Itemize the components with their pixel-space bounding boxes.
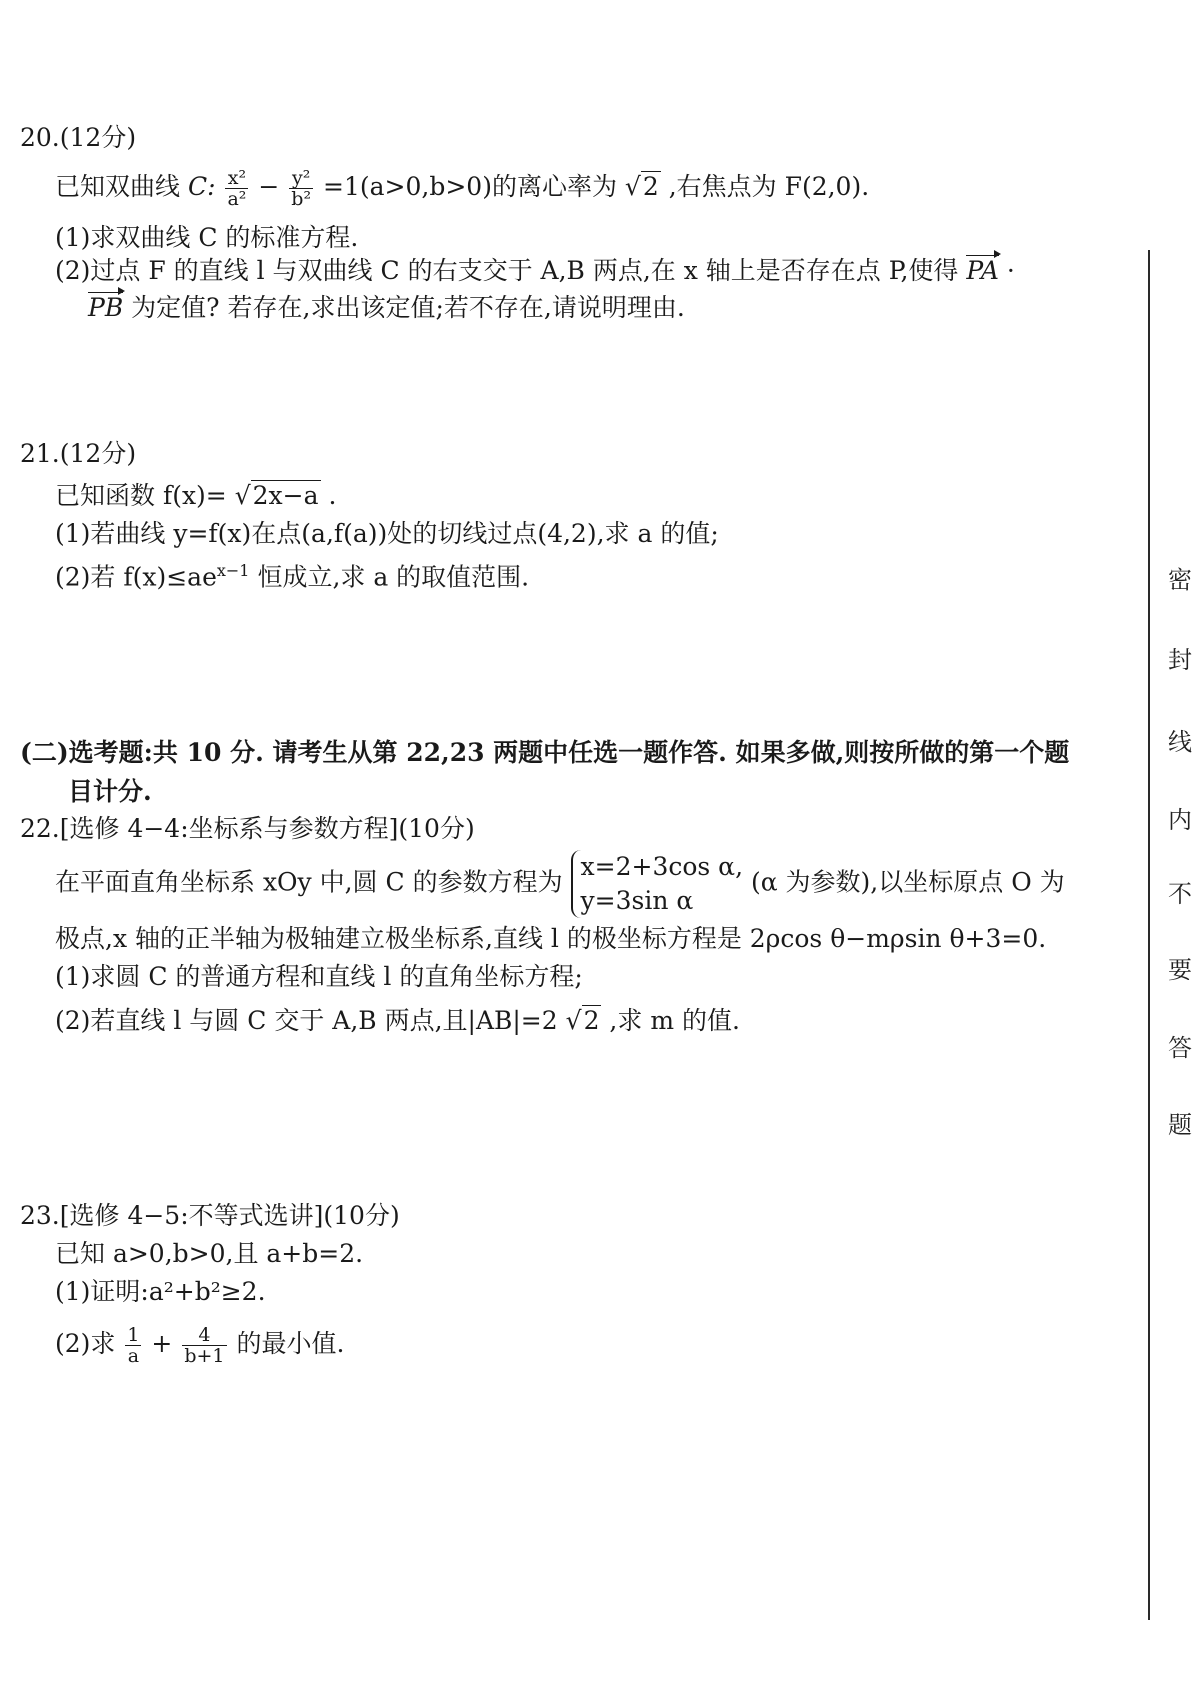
q23-header: 23.[选修 4−5:不等式选讲](10分) — [20, 1201, 400, 1230]
q20-frac-x — [225, 168, 248, 209]
q22-sqrt: √2 — [565, 1006, 600, 1035]
q23-part1: (1)证明:a²+b²≥2. — [55, 1277, 266, 1306]
seal-char-3: 线 — [1168, 728, 1192, 756]
q22-part1: (1)求圆 C 的普通方程和直线 l 的直角坐标方程; — [55, 962, 583, 991]
q22-intro-a: 在平面直角坐标系 xOy 中,圆 C 的参数方程为 — [55, 867, 563, 897]
q22-intro — [55, 850, 1065, 918]
q20-intro — [55, 168, 869, 209]
q21-header: 21.(12分) — [20, 439, 137, 468]
q20-curve-name: C: — [187, 172, 216, 201]
q20-part1: (1)求双曲线 C 的标准方程. — [55, 223, 359, 252]
q20-frac-y — [289, 168, 313, 209]
q23-part2 — [55, 1325, 344, 1366]
q20-frac-x-den: a² — [227, 188, 247, 210]
q22-part2-b: ,求 m 的值. — [609, 1006, 740, 1035]
q21-sqrt-body: 2x−a — [252, 481, 319, 510]
q23-frac2-num: 4 — [182, 1325, 226, 1346]
seal-char-4: 内 — [1168, 806, 1192, 834]
q22-sys-eq1: x=2+3cos α, — [580, 852, 744, 881]
section2-line2: 目计分. — [68, 777, 152, 806]
q20-part2-line2 — [88, 292, 685, 324]
seal-char-8: 题 — [1168, 1111, 1192, 1139]
q23-frac2-den: b+1 — [184, 1345, 225, 1367]
q23-frac-1-over-a — [125, 1325, 141, 1366]
q20-vec-pb: PB — [88, 293, 124, 322]
q23-intro: 已知 a>0,b>0,且 a+b=2. — [55, 1239, 364, 1268]
q20-minus: − — [258, 172, 280, 201]
q21-intro-a: 已知函数 f(x)= — [55, 481, 227, 510]
q22-part2-a: (2)若直线 l 与圆 C 交于 A,B 两点,且|AB|=2 — [55, 1006, 558, 1035]
q22-header: 22.[选修 4−4:坐标系与参数方程](10分) — [20, 814, 475, 843]
q20-sqrt-body: 2 — [642, 172, 659, 201]
q23-frac-4-over-b1 — [182, 1325, 226, 1366]
q22-param-system — [571, 850, 743, 918]
q21-part2-exponent: x−1 — [216, 561, 250, 580]
q23-frac1-num: 1 — [127, 1324, 140, 1346]
q21-part2-a: (2)若 f(x)≤ae — [55, 562, 217, 592]
seal-char-6: 要 — [1168, 956, 1192, 984]
section2-line1: (二)选考题:共 10 分. 请考生从第 22,23 两题中任选一题作答. 如果多做,则按所做的第一个题 — [20, 738, 1070, 767]
q20-intro-a: 已知双曲线 — [55, 172, 181, 201]
seal-line — [1148, 250, 1150, 1620]
q21-part2 — [55, 555, 529, 593]
q23-plus: + — [151, 1329, 173, 1358]
q23-part2-a: (2)求 — [55, 1329, 116, 1358]
seal-char-5: 不 — [1168, 880, 1192, 908]
q20-intro-c: ,右焦点为 F(2,0). — [668, 172, 870, 201]
q21-part2-b: 恒成立,求 a 的取值范围. — [257, 562, 530, 592]
q20-header: 20.(12分) — [20, 123, 137, 152]
q20-frac-y-den: b² — [291, 188, 312, 210]
q22-line2: 极点,x 轴的正半轴为极轴建立极坐标系,直线 l 的极坐标方程是 2ρcos θ−mρsin θ+3=0. — [55, 924, 1047, 953]
seal-char-7: 答 — [1168, 1034, 1192, 1062]
q20-part2-b: 为定值? 若存在,求出该定值;若不存在,请说明理由. — [131, 293, 685, 322]
q22-sqrt-body: 2 — [583, 1006, 600, 1035]
q22-intro-b: (α 为参数),以坐标原点 O 为 — [750, 867, 1065, 897]
q21-intro-b: . — [328, 481, 337, 510]
q20-part2-line1 — [55, 255, 1015, 287]
q20-frac-x-num: x² — [225, 168, 248, 189]
q22-sys-eq2: y=3sin α — [580, 886, 694, 915]
q23-part2-b: 的最小值. — [236, 1329, 345, 1358]
seal-char-1: 密 — [1168, 566, 1192, 594]
q20-frac-y-num: y² — [289, 168, 313, 189]
q20-sqrt: √2 — [624, 172, 659, 201]
q20-part2-a: (2)过点 F 的直线 l 与双曲线 C 的右支交于 A,B 两点,在 x 轴上是否存在点 P,使得 — [55, 256, 959, 285]
q21-intro — [55, 480, 336, 512]
q20-dot: · — [1006, 256, 1015, 285]
q20-intro-b: =1(a>0,b>0)的离心率为 — [323, 172, 617, 201]
q22-part2 — [55, 1005, 740, 1037]
q21-part1: (1)若曲线 y=f(x)在点(a,f(a))处的切线过点(4,2),求 a 的值; — [55, 519, 719, 548]
seal-char-2: 封 — [1168, 646, 1192, 674]
q20-vec-pa: PA — [966, 256, 999, 285]
q23-frac1-den: a — [127, 1345, 140, 1367]
q21-sqrt: √2x−a — [234, 481, 319, 510]
